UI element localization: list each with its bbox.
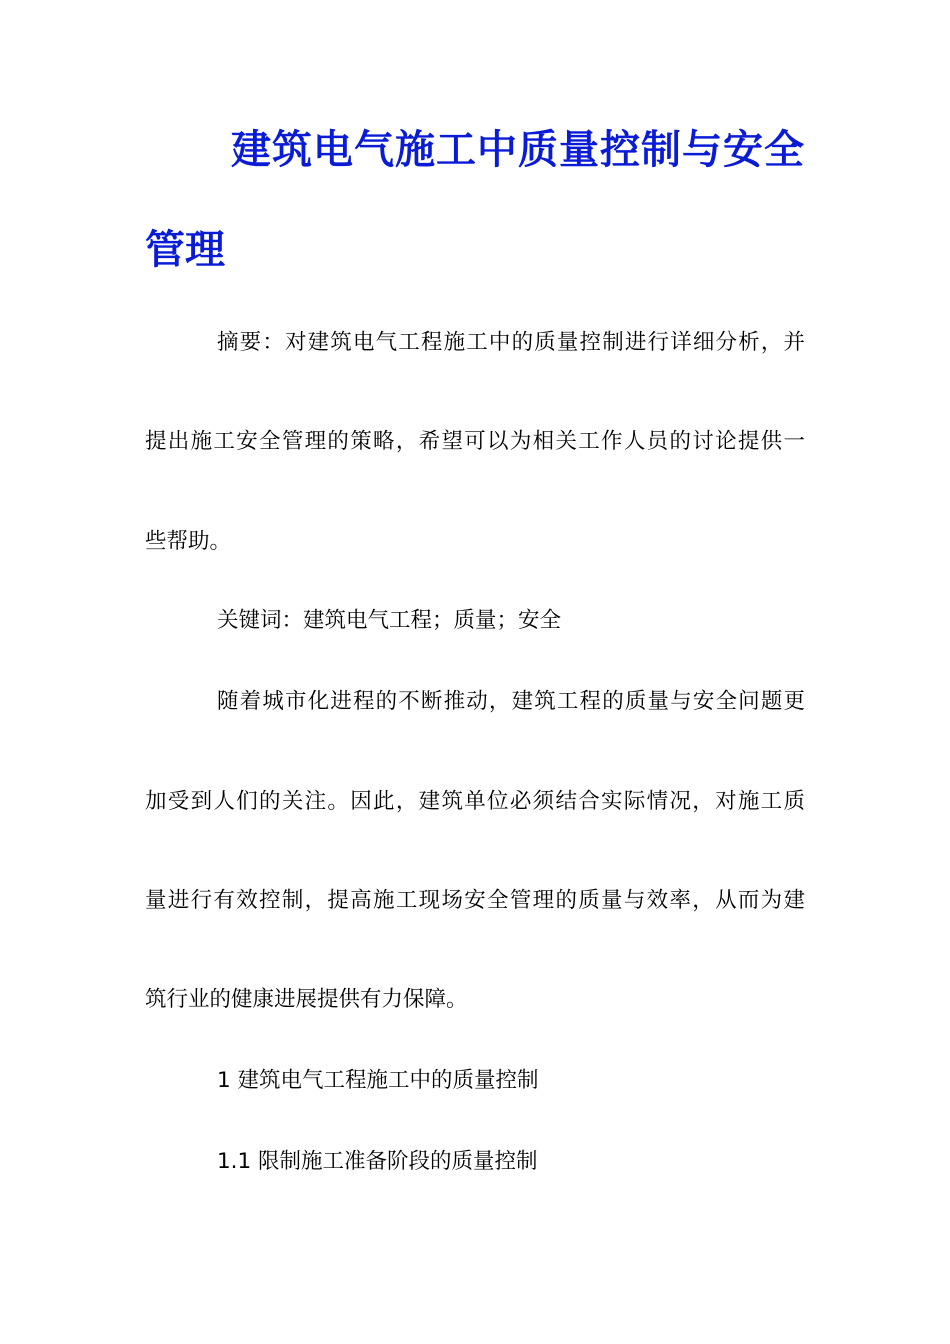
intro-line-4: 筑行业的健康进展提供有力保障。 [145, 987, 468, 1012]
intro-line-3: 量进行有效控制，提高施工现场安全管理的质量与效率，从而为建 [145, 888, 805, 913]
document-title-line1: 建筑电气施工中质量控制与安全 [231, 126, 805, 173]
intro-line-2: 加受到人们的关注。因此，建筑单位必须结合实际情况，对施工质 [145, 789, 805, 814]
section-heading-1: 1 建筑电气工程施工中的质量控制 [217, 1068, 539, 1093]
abstract-line-1: 摘要：对建筑电气工程施工中的质量控制进行详细分析，并 [217, 330, 805, 355]
section-heading-1-1: 1.1 限制施工准备阶段的质量控制 [217, 1149, 538, 1174]
keywords-line: 关键词：建筑电气工程；质量；安全 [217, 608, 562, 633]
abstract-line-3: 些帮助。 [145, 529, 232, 554]
document-title-line2: 管理 [145, 226, 225, 273]
intro-line-1: 随着城市化进程的不断推动，建筑工程的质量与安全问题更 [217, 689, 805, 714]
abstract-line-2: 提出施工安全管理的策略，希望可以为相关工作人员的讨论提供一 [145, 429, 805, 454]
